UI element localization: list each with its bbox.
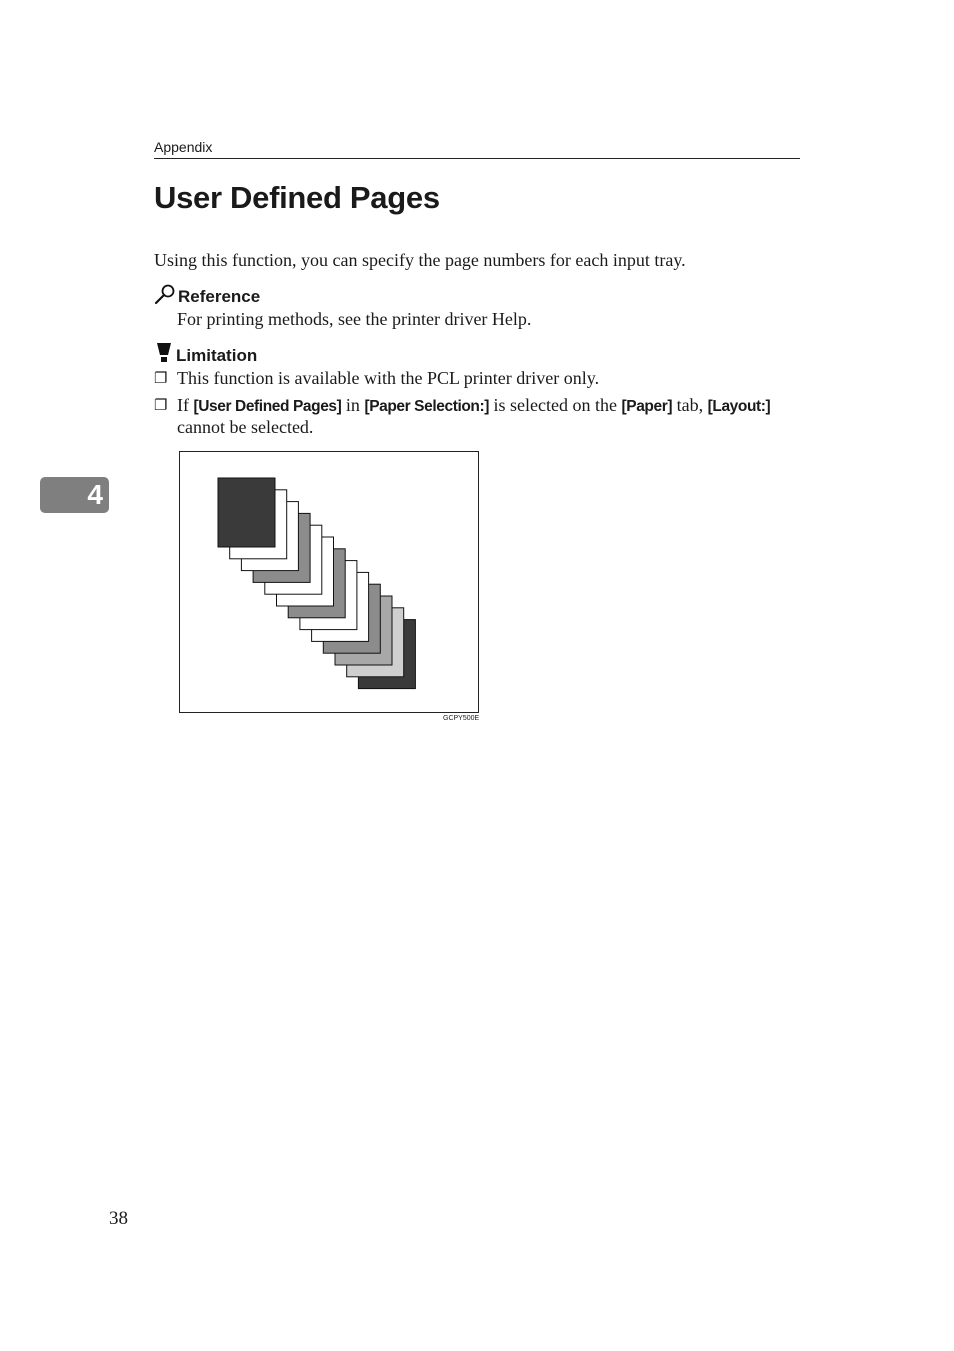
reference-text: For printing methods, see the printer driver Help. [177,309,532,329]
paper-sheet [218,478,275,547]
limitation-item-2: ❐ If [User Defined Pages] in [Paper Selection:] is selected on the [Paper] tab, [Layout:] cannot be selected. [154,395,771,437]
page-number: 38 [109,1208,128,1229]
bullet-box-icon: ❐ [154,371,168,387]
limitation-heading [154,342,257,369]
magnifier-icon [154,283,176,310]
figure-code: GCPY500E [443,715,480,722]
user-defined-pages-label: [User Defined Pages] [193,398,342,415]
stacked-sheets [180,452,478,712]
limitation-icon [154,342,174,369]
reference-heading [154,283,260,310]
page-title: User Defined Pages [154,180,440,215]
paper-tab-label: [Paper] [621,398,673,415]
limitation-label: Limitation [176,345,258,365]
reference-label: Reference [178,286,261,306]
intro-paragraph: Using this function, you can specify the page numbers for each input tray. [154,250,686,270]
header-rule [154,158,800,159]
limitation-item-1: ❐ This function is available with the PCL printer driver only. [154,368,600,388]
layout-label: [Layout:] [707,398,771,415]
paper-selection-label: [Paper Selection:] [364,398,490,415]
stacked-pages-illustration [179,451,479,713]
running-head: Appendix [154,139,213,155]
bullet-box-icon: ❐ [154,398,168,414]
chapter-tab: 4 [40,477,109,513]
